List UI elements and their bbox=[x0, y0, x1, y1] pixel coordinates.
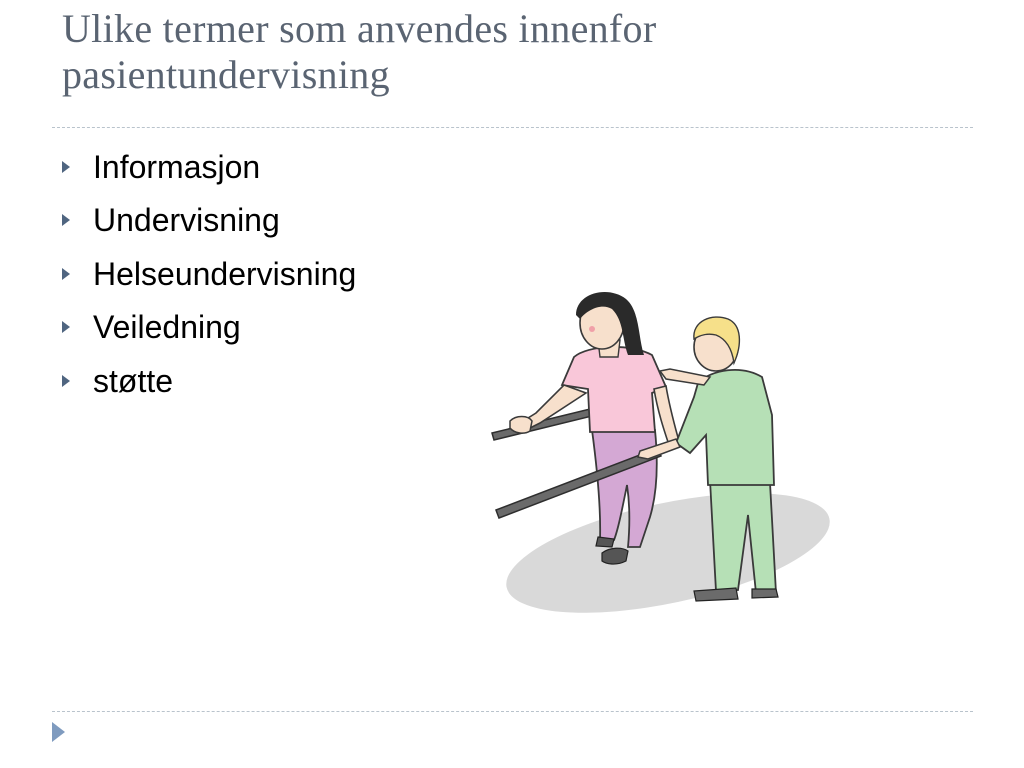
bullet-text: Informasjon bbox=[93, 148, 261, 185]
patient-rehab-parallel-bars-illustration bbox=[480, 285, 840, 615]
nurse-shoe-left bbox=[694, 588, 738, 601]
title-divider bbox=[52, 127, 973, 128]
nurse-arm-upper bbox=[660, 369, 710, 385]
bullet-text: Undervisning bbox=[93, 202, 280, 239]
footer-arrow-icon bbox=[52, 722, 65, 742]
bullet-item bbox=[62, 247, 356, 301]
bullet-text: Veiledning bbox=[93, 309, 241, 346]
bullet-item bbox=[62, 301, 356, 355]
patient-cheek bbox=[589, 326, 595, 332]
bullet-list bbox=[62, 140, 356, 408]
triangle-bullet-icon bbox=[62, 375, 70, 387]
bullet-item bbox=[62, 194, 356, 248]
nurse-shirt bbox=[676, 370, 774, 485]
triangle-bullet-icon bbox=[62, 161, 70, 173]
bullet-text: Helseundervisning bbox=[93, 255, 357, 292]
patient-shoe-left bbox=[596, 537, 614, 547]
triangle-bullet-icon bbox=[62, 268, 70, 280]
slide-title-line-1: Ulike termer som anvendes innenfor bbox=[62, 6, 657, 51]
bullet-item bbox=[62, 140, 356, 194]
footer-divider bbox=[52, 711, 973, 712]
patient-shoe-right bbox=[602, 548, 628, 564]
slide-title-line-2: pasientundervisning bbox=[62, 52, 390, 97]
triangle-bullet-icon bbox=[62, 214, 70, 226]
nurse-shoe-right bbox=[752, 589, 778, 598]
bullet-item bbox=[62, 354, 356, 408]
triangle-bullet-icon bbox=[62, 321, 70, 333]
bullet-text: støtte bbox=[93, 362, 174, 399]
slide-title bbox=[62, 6, 962, 98]
patient-hand-left bbox=[510, 417, 532, 434]
